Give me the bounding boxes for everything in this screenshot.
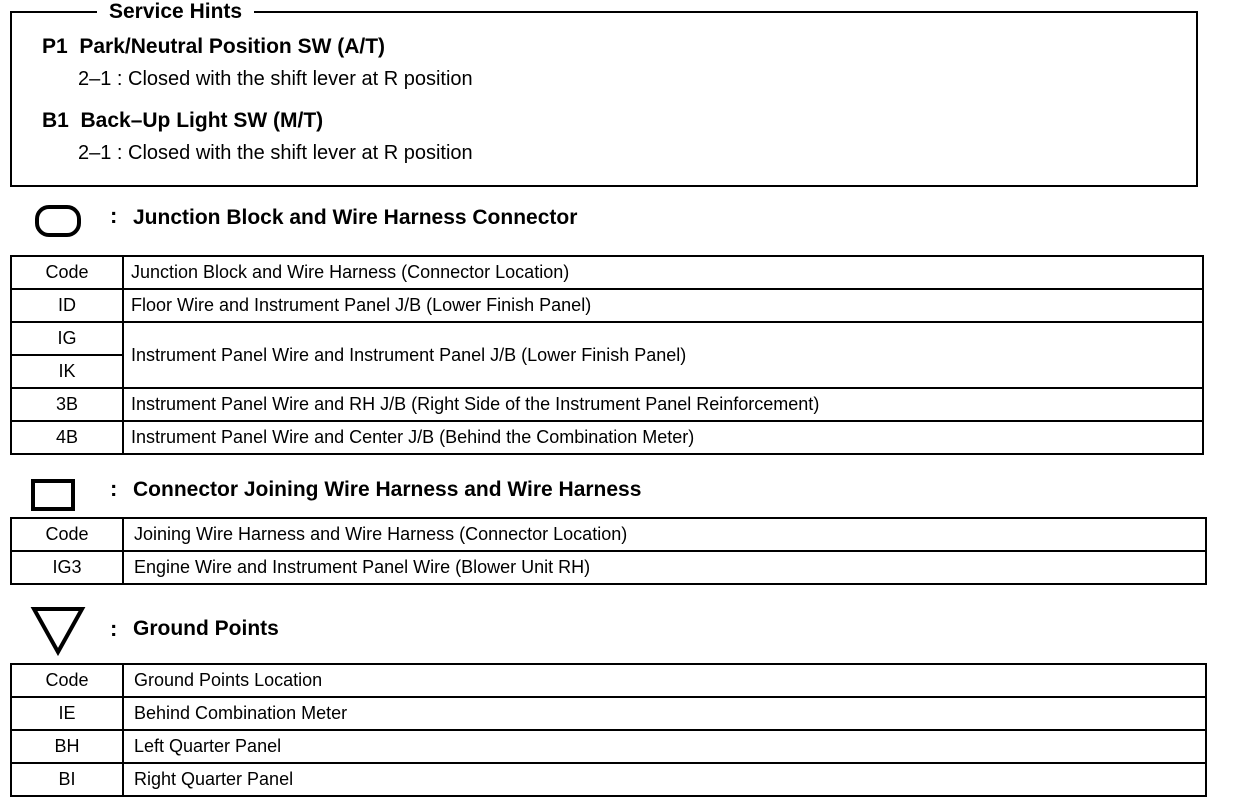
location-cell: Floor Wire and Instrument Panel J/B (Lower Finish Panel) <box>123 289 1203 322</box>
code-header: Code <box>11 256 123 289</box>
table-row <box>11 388 1203 421</box>
location-cell: Right Quarter Panel <box>123 763 1206 796</box>
section-colon: : <box>110 476 118 501</box>
code-cell: BH <box>11 730 123 763</box>
location-cell: Behind Combination Meter <box>123 697 1206 730</box>
location-cell: Left Quarter Panel <box>123 730 1206 763</box>
service-hints-title: Service Hints <box>97 0 254 24</box>
table-header-row <box>11 256 1203 289</box>
location-cell: Instrument Panel Wire and RH J/B (Right Side of the Instrument Panel Reinforcement) <box>123 388 1203 421</box>
table-row <box>11 697 1206 730</box>
rounded-rect-icon <box>34 204 82 238</box>
location-header: Joining Wire Harness and Wire Harness (Connector Location) <box>123 518 1206 551</box>
code-header: Code <box>11 664 123 697</box>
table-row <box>11 421 1203 454</box>
table-header-row <box>11 664 1206 697</box>
junction-table <box>10 255 1204 455</box>
table-row <box>11 289 1203 322</box>
connector-table <box>10 517 1207 585</box>
code-cell: IK <box>11 355 123 388</box>
ground-section-header <box>0 604 1248 644</box>
section-colon: : <box>110 203 118 228</box>
hint-heading-b1: B1 Back–Up Light SW (M/T) <box>42 109 324 132</box>
ground-section-title: Ground Points <box>133 617 279 640</box>
service-hints-box <box>10 0 1198 187</box>
code-cell: IG <box>11 322 123 355</box>
code-cell: ID <box>11 289 123 322</box>
code-cell: 3B <box>11 388 123 421</box>
connector-section-title: Connector Joining Wire Harness and Wire Harness <box>133 478 642 501</box>
code-cell: IE <box>11 697 123 730</box>
junction-section-title: Junction Block and Wire Harness Connector <box>133 206 578 229</box>
hint-line-p1: 2–1 : Closed with the shift lever at R position <box>78 68 473 90</box>
section-colon: : <box>110 616 118 641</box>
hint-heading-p1: P1 Park/Neutral Position SW (A/T) <box>42 35 386 58</box>
location-cell: Engine Wire and Instrument Panel Wire (Blower Unit RH) <box>123 551 1206 584</box>
location-cell: Instrument Panel Wire and Center J/B (Behind the Combination Meter) <box>123 421 1203 454</box>
location-cell: Instrument Panel Wire and Instrument Panel J/B (Lower Finish Panel) <box>123 322 1203 388</box>
code-cell: BI <box>11 763 123 796</box>
table-row <box>11 763 1206 796</box>
ground-table <box>10 663 1207 797</box>
table-header-row <box>11 518 1206 551</box>
down-triangle-icon <box>30 604 86 656</box>
table-row <box>11 551 1206 584</box>
table-row <box>11 322 1203 355</box>
code-header: Code <box>11 518 123 551</box>
location-header: Junction Block and Wire Harness (Connector Location) <box>123 256 1203 289</box>
square-icon <box>30 478 76 512</box>
hint-line-b1: 2–1 : Closed with the shift lever at R position <box>78 142 473 164</box>
location-header: Ground Points Location <box>123 664 1206 697</box>
junction-section-header <box>0 200 1248 240</box>
table-row <box>11 730 1206 763</box>
code-cell: 4B <box>11 421 123 454</box>
connector-section-header <box>0 472 1248 512</box>
code-cell: IG3 <box>11 551 123 584</box>
